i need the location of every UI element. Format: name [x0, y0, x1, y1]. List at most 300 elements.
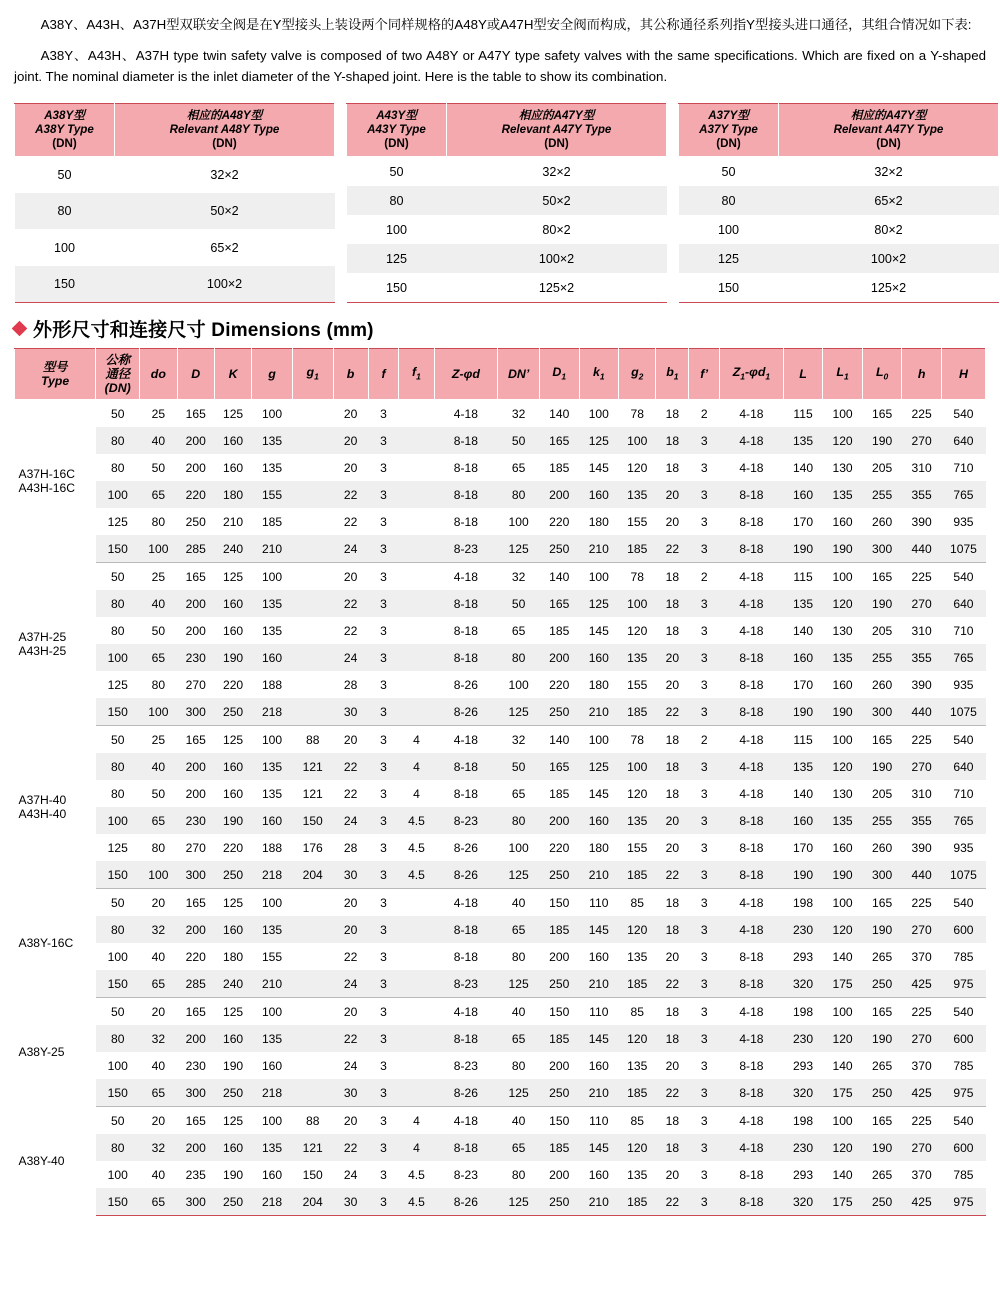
table-cell: 22 [333, 943, 368, 970]
table-cell: 40 [140, 1161, 177, 1188]
table-cell: 220 [214, 834, 251, 861]
table-cell: 150 [539, 889, 579, 917]
table-cell: 8-18 [434, 617, 498, 644]
table-cell: 270 [177, 671, 214, 698]
table-cell: 40 [140, 943, 177, 970]
table-cell: 3 [689, 508, 720, 535]
table-cell: 8-18 [434, 916, 498, 943]
table-cell: 935 [941, 508, 985, 535]
table-cell: 425 [902, 1079, 942, 1107]
table-cell [399, 454, 434, 481]
table-cell: 255 [862, 644, 902, 671]
table-cell: 160 [823, 834, 863, 861]
table-cell: 100 [498, 834, 540, 861]
table-cell: 100 [140, 861, 177, 889]
table-cell: 80 [498, 644, 540, 671]
table-cell: 2 [689, 400, 720, 428]
table-cell: 80 [140, 834, 177, 861]
table-cell: 310 [902, 617, 942, 644]
table-cell: 20 [140, 1107, 177, 1135]
table-cell: 3 [689, 807, 720, 834]
table-cell: 320 [783, 1079, 823, 1107]
table-cell: 3 [689, 644, 720, 671]
table-cell: 8-23 [434, 1161, 498, 1188]
table-cell: 22 [333, 753, 368, 780]
table-cell: 150 [96, 535, 140, 563]
table-cell: 293 [783, 943, 823, 970]
table-cell: 4.5 [399, 1188, 434, 1216]
table-cell: 200 [177, 617, 214, 644]
table-cell: 3 [689, 753, 720, 780]
table-cell: 100×2 [779, 244, 999, 273]
table-cell [399, 427, 434, 454]
table-cell: 150 [96, 1079, 140, 1107]
table-cell: 4-18 [720, 590, 784, 617]
table-cell: 125 [214, 889, 251, 917]
table-row [15, 861, 986, 889]
table-cell: 600 [941, 916, 985, 943]
table-cell: 135 [252, 1025, 293, 1052]
table-cell: 175 [823, 1079, 863, 1107]
table-cell [292, 590, 333, 617]
table-cell: 165 [539, 590, 579, 617]
table-cell [292, 1079, 333, 1107]
table-cell: 935 [941, 671, 985, 698]
table-cell: 3 [689, 698, 720, 726]
table-cell: 8-18 [720, 644, 784, 671]
table-cell: 100 [96, 481, 140, 508]
table-cell: 3 [368, 780, 399, 807]
table-cell: 250 [862, 1079, 902, 1107]
table-cell: 8-18 [434, 644, 498, 671]
table-cell: 4 [399, 1107, 434, 1135]
table-cell: 100 [498, 671, 540, 698]
table-cell: 4 [399, 780, 434, 807]
table-cell: 8-26 [434, 1079, 498, 1107]
table-cell: 260 [862, 671, 902, 698]
column-header: DN’ [498, 349, 540, 400]
table-cell: 160 [579, 644, 619, 671]
table-cell [399, 617, 434, 644]
table-cell: 50×2 [115, 193, 335, 229]
table-cell: 20 [656, 834, 689, 861]
table-cell: 8-18 [720, 807, 784, 834]
table-cell: 80 [498, 807, 540, 834]
table-cell: 155 [619, 834, 656, 861]
table-cell: 165 [177, 400, 214, 428]
table-cell: 4-18 [720, 1025, 784, 1052]
table-cell: 165 [177, 1107, 214, 1135]
table-cell: 200 [177, 916, 214, 943]
table-cell: 355 [902, 481, 942, 508]
table-cell: 300 [177, 1188, 214, 1216]
table-cell: 198 [783, 998, 823, 1026]
table-cell: 4.5 [399, 1161, 434, 1188]
table-cell: 230 [177, 1052, 214, 1079]
table-cell: 20 [333, 726, 368, 754]
table-cell: 100 [679, 215, 779, 244]
table-cell: 165 [539, 753, 579, 780]
table-cell: 225 [902, 889, 942, 917]
table-cell: 8-23 [434, 1052, 498, 1079]
combo-header-cell: 相应的A47Y型 Relevant A47Y Type (DN) [779, 104, 999, 157]
table-cell: 320 [783, 970, 823, 998]
table-cell: 200 [177, 590, 214, 617]
table-cell: 32 [498, 726, 540, 754]
combination-tables [0, 97, 1000, 303]
table-cell [292, 400, 333, 428]
table-cell: 8-26 [434, 834, 498, 861]
table-cell: 135 [823, 807, 863, 834]
table-cell: 80 [96, 753, 140, 780]
table-cell: 18 [656, 590, 689, 617]
table-cell: 190 [862, 590, 902, 617]
table-cell: 3 [368, 481, 399, 508]
table-cell: 110 [579, 889, 619, 917]
table-cell [399, 698, 434, 726]
table-row [15, 617, 986, 644]
table-cell: 145 [579, 916, 619, 943]
table-cell: 100 [252, 726, 293, 754]
table-cell: 210 [214, 508, 251, 535]
table-cell: 155 [252, 943, 293, 970]
table-cell: 8-23 [434, 535, 498, 563]
table-cell: 185 [619, 861, 656, 889]
table-cell: 260 [862, 834, 902, 861]
table-cell: 20 [333, 563, 368, 591]
table-cell [292, 889, 333, 917]
table-cell: 270 [902, 1025, 942, 1052]
table-cell: 135 [252, 916, 293, 943]
table-cell: 540 [941, 998, 985, 1026]
table-cell: 160 [214, 454, 251, 481]
table-cell: 205 [862, 454, 902, 481]
column-header: $b_1$ [656, 349, 689, 400]
table-cell: 20 [333, 916, 368, 943]
table-cell: 3 [368, 1025, 399, 1052]
column-header: $Z_1-\varphi d_1$ [720, 349, 784, 400]
table-cell: 4 [399, 726, 434, 754]
table-cell: 4-18 [434, 563, 498, 591]
table-cell: 145 [579, 1025, 619, 1052]
table-cell: 300 [177, 861, 214, 889]
dimensions-body [15, 400, 986, 1216]
table-cell [399, 671, 434, 698]
table-cell: 130 [823, 780, 863, 807]
table-cell: 30 [333, 1188, 368, 1216]
diamond-bullet-icon [12, 321, 28, 337]
table-cell: 4-18 [720, 400, 784, 428]
table-cell: 135 [619, 943, 656, 970]
combo-table-a38y [14, 103, 335, 303]
table-cell: 125 [96, 834, 140, 861]
table-cell: 190 [783, 698, 823, 726]
table-cell: 8-18 [720, 943, 784, 970]
table-cell: 540 [941, 400, 985, 428]
table-cell: 78 [619, 400, 656, 428]
table-cell: 180 [214, 481, 251, 508]
table-cell: 22 [333, 617, 368, 644]
table-cell: 8-18 [434, 508, 498, 535]
table-cell: 121 [292, 1134, 333, 1161]
table-cell: 185 [619, 1188, 656, 1216]
table-cell: 200 [539, 644, 579, 671]
table-cell: 50 [679, 157, 779, 187]
table-cell: 22 [333, 481, 368, 508]
table-cell: 125 [214, 726, 251, 754]
combo-header-cell: 相应的A48Y型 Relevant A48Y Type (DN) [115, 104, 335, 157]
table-cell: 50 [96, 400, 140, 428]
table-cell: 160 [252, 644, 293, 671]
table-cell: 125 [679, 244, 779, 273]
table-cell: 230 [177, 807, 214, 834]
table-cell: 250 [539, 535, 579, 563]
table-row [15, 1134, 986, 1161]
table-cell: 100 [252, 400, 293, 428]
table-cell: 32×2 [115, 157, 335, 194]
table-row [15, 157, 335, 194]
combo-header-cell: 相应的A47Y型 Relevant A47Y Type (DN) [447, 104, 667, 157]
table-cell: 160 [823, 671, 863, 698]
table-cell: 240 [214, 535, 251, 563]
type-cell: A38Y-16C [15, 889, 96, 998]
table-cell: 180 [579, 671, 619, 698]
table-cell: 18 [656, 1025, 689, 1052]
table-cell: 270 [902, 427, 942, 454]
table-cell: 80 [347, 186, 447, 215]
table-cell: 3 [368, 753, 399, 780]
table-cell: 3 [368, 535, 399, 563]
table-cell: 370 [902, 1161, 942, 1188]
table-cell: 3 [689, 1134, 720, 1161]
table-cell: 270 [902, 1134, 942, 1161]
table-cell: 185 [252, 508, 293, 535]
table-cell: 204 [292, 1188, 333, 1216]
table-cell: 210 [252, 535, 293, 563]
table-cell: 230 [783, 1025, 823, 1052]
table-cell: 8-26 [434, 698, 498, 726]
column-header: $k_1$ [579, 349, 619, 400]
table-row [15, 671, 986, 698]
table-cell: 710 [941, 454, 985, 481]
table-cell: 125 [347, 244, 447, 273]
table-cell: 185 [539, 454, 579, 481]
table-cell [292, 698, 333, 726]
table-cell: 180 [214, 943, 251, 970]
table-cell: 3 [689, 454, 720, 481]
table-cell: 120 [823, 1025, 863, 1052]
table-cell: 50 [96, 726, 140, 754]
table-cell: 425 [902, 1188, 942, 1216]
table-cell: 135 [252, 590, 293, 617]
table-cell: 4.5 [399, 834, 434, 861]
table-cell: 155 [619, 508, 656, 535]
table-cell: 190 [214, 1052, 251, 1079]
column-header: $g_2$ [619, 349, 656, 400]
table-cell: 22 [656, 970, 689, 998]
table-cell: 218 [252, 1079, 293, 1107]
table-cell: 190 [823, 698, 863, 726]
intro-paragraph-cn: A38Y、A43H、A37H型双联安全阀是在Y型接头上装设两个同样规格的A48Y或A47H型安全阀而构成，其公称通径系列指Y型接头进口通径，其组合情况如下表: [40, 17, 972, 32]
table-cell: 2 [689, 726, 720, 754]
table-cell: 440 [902, 861, 942, 889]
table-cell: 8-26 [434, 671, 498, 698]
table-cell: 250 [214, 861, 251, 889]
table-cell: 3 [689, 535, 720, 563]
table-cell: 255 [862, 807, 902, 834]
table-cell: 8-18 [434, 1025, 498, 1052]
table-cell: 125 [96, 671, 140, 698]
table-cell: 145 [579, 617, 619, 644]
table-cell: 165 [177, 726, 214, 754]
table-cell: 155 [619, 671, 656, 698]
table-cell: 85 [619, 889, 656, 917]
table-cell: 355 [902, 807, 942, 834]
table-cell: 8-18 [720, 671, 784, 698]
table-cell: 100 [140, 698, 177, 726]
table-cell: 50 [15, 157, 115, 194]
table-cell: 285 [177, 535, 214, 563]
table-cell: 4-18 [720, 427, 784, 454]
table-cell: 160 [252, 1052, 293, 1079]
table-cell: 135 [252, 617, 293, 644]
table-cell: 145 [579, 780, 619, 807]
table-cell: 135 [783, 590, 823, 617]
table-cell: 225 [902, 998, 942, 1026]
table-cell [399, 535, 434, 563]
table-cell: 225 [902, 1107, 942, 1135]
table-cell: 125 [498, 535, 540, 563]
table-cell: 135 [783, 753, 823, 780]
table-cell: 120 [619, 454, 656, 481]
table-cell: 115 [783, 400, 823, 428]
table-cell: 185 [619, 535, 656, 563]
table-cell: 160 [579, 1052, 619, 1079]
table-cell: 250 [539, 1079, 579, 1107]
table-row [15, 563, 986, 591]
table-cell: 65 [140, 1079, 177, 1107]
table-cell: 785 [941, 1052, 985, 1079]
table-row [15, 229, 335, 265]
table-cell: 65 [140, 481, 177, 508]
table-cell: 80 [498, 481, 540, 508]
combo-body [347, 157, 667, 303]
table-cell [292, 671, 333, 698]
table-cell: 765 [941, 481, 985, 508]
table-cell: 3 [368, 834, 399, 861]
combo-header-row [347, 104, 667, 157]
dimensions-header [15, 349, 986, 400]
table-cell: 710 [941, 780, 985, 807]
table-cell: 3 [368, 861, 399, 889]
table-cell: 85 [619, 998, 656, 1026]
type-cell: A38Y-40 [15, 1107, 96, 1216]
table-cell: 4.5 [399, 807, 434, 834]
intro-paragraph-en: A38Y、A43H、A37H type twin safety valve is composed of two A48Y or A47Y type safety valves with the same specifications. Which are fixed on a Y-shaped joint. The nominal diameter is the inlet diameter of the Y-shaped joint. Here is the table to show its combination. [14, 48, 986, 84]
type-cell: A38Y-25 [15, 998, 96, 1107]
table-cell: 50 [96, 563, 140, 591]
table-cell: 165 [862, 563, 902, 591]
table-cell: 4.5 [399, 861, 434, 889]
table-cell: 4-18 [434, 1107, 498, 1135]
table-cell: 210 [579, 535, 619, 563]
table-cell: 65 [498, 780, 540, 807]
table-cell: 8-18 [720, 1052, 784, 1079]
combo-body [15, 157, 335, 303]
table-cell: 3 [689, 590, 720, 617]
table-cell: 100 [823, 998, 863, 1026]
table-cell: 8-18 [720, 535, 784, 563]
table-cell: 3 [368, 508, 399, 535]
table-cell: 32 [498, 563, 540, 591]
table-cell: 100 [823, 563, 863, 591]
table-row [679, 157, 999, 187]
table-row [15, 807, 986, 834]
table-cell: 160 [214, 617, 251, 644]
table-cell: 4-18 [720, 889, 784, 917]
table-cell: 1075 [941, 535, 985, 563]
table-cell: 110 [579, 998, 619, 1026]
combo-body [679, 157, 999, 303]
table-cell: 220 [539, 671, 579, 698]
table-cell: 4-18 [720, 726, 784, 754]
table-cell: 190 [862, 1134, 902, 1161]
table-cell: 3 [689, 1025, 720, 1052]
table-cell: 8-26 [434, 1188, 498, 1216]
table-row [15, 508, 986, 535]
table-row [679, 244, 999, 273]
table-row [347, 186, 667, 215]
table-cell [292, 1025, 333, 1052]
table-cell: 18 [656, 1134, 689, 1161]
table-cell: 8-18 [720, 698, 784, 726]
table-cell: 25 [140, 400, 177, 428]
table-cell: 1075 [941, 861, 985, 889]
type-cell: A37H-25 A43H-25 [15, 563, 96, 726]
table-cell: 22 [333, 1025, 368, 1052]
table-cell: 100×2 [447, 244, 667, 273]
table-cell: 40 [140, 590, 177, 617]
table-cell: 250 [214, 1079, 251, 1107]
table-cell: 235 [177, 1161, 214, 1188]
table-cell: 135 [619, 1052, 656, 1079]
table-cell: 4-18 [434, 400, 498, 428]
table-cell: 135 [252, 753, 293, 780]
table-cell: 200 [539, 807, 579, 834]
table-cell: 190 [862, 753, 902, 780]
table-cell [399, 1052, 434, 1079]
table-cell: 100 [579, 563, 619, 591]
table-cell: 440 [902, 698, 942, 726]
table-cell [292, 916, 333, 943]
table-cell: 3 [368, 1052, 399, 1079]
table-cell: 210 [579, 1188, 619, 1216]
table-cell: 190 [823, 535, 863, 563]
table-cell: 32 [140, 1025, 177, 1052]
table-cell: 80 [498, 1161, 540, 1188]
table-cell: 50 [96, 998, 140, 1026]
table-cell: 225 [902, 400, 942, 428]
table-cell: 100 [823, 889, 863, 917]
table-cell: 135 [619, 1161, 656, 1188]
table-cell: 176 [292, 834, 333, 861]
table-cell: 4-18 [720, 617, 784, 644]
table-cell: 165 [539, 427, 579, 454]
table-row [15, 400, 986, 428]
table-cell: 170 [783, 671, 823, 698]
table-cell: 32×2 [779, 157, 999, 187]
table-row [15, 889, 986, 917]
